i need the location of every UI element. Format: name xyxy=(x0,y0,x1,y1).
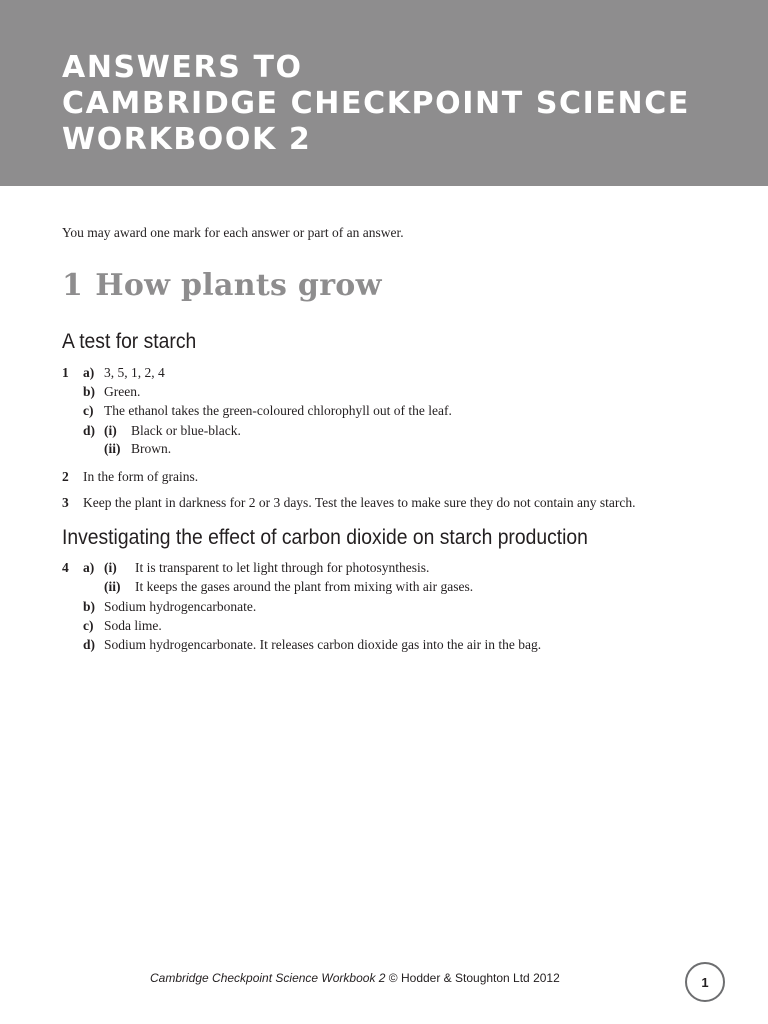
answer-4a xyxy=(83,560,94,576)
title-line: WORKBOOK 2 xyxy=(62,122,312,157)
chapter-number: 1 xyxy=(62,268,84,303)
answer-text: Sodium hydrogencarbonate. It releases carbon dioxide gas into the air in the bag. xyxy=(104,637,542,652)
chapter-heading xyxy=(62,268,382,303)
section-heading: A test for starch xyxy=(62,330,197,353)
question-number: 3 xyxy=(62,495,69,510)
answer-text: Sodium hydrogencarbonate. xyxy=(104,599,257,614)
part-label: b) xyxy=(83,384,96,399)
part-label: b) xyxy=(83,599,96,614)
question-number: 2 xyxy=(62,469,69,484)
subpart-label: (ii) xyxy=(104,579,121,594)
answer-1b xyxy=(83,384,95,400)
header-banner xyxy=(0,0,768,186)
answer-4c xyxy=(83,618,94,634)
part-label: d) xyxy=(83,423,96,438)
question-number: 1 xyxy=(62,365,69,380)
answer-text: The ethanol takes the green-coloured chlorophyll out of the leaf. xyxy=(104,403,452,418)
answer-text: It is transparent to let light through for photosynthesis. xyxy=(135,560,430,575)
answer-text: Green. xyxy=(104,384,141,399)
part-label: a) xyxy=(83,560,95,575)
footer-book-title: Cambridge Checkpoint Science Workbook 2 xyxy=(150,971,386,985)
footer xyxy=(150,971,560,985)
chapter-title: How plants grow xyxy=(95,268,382,303)
intro-text: You may award one mark for each answer or part of an answer. xyxy=(62,225,404,240)
page-number: 1 xyxy=(685,962,725,1002)
answer-1a xyxy=(83,365,94,381)
answer-1d xyxy=(83,423,95,439)
answer-4d xyxy=(83,637,95,653)
part-label: c) xyxy=(83,403,94,418)
answer-text: Soda lime. xyxy=(104,618,162,633)
part-label: a) xyxy=(83,365,95,380)
answer-text: 3, 5, 1, 2, 4 xyxy=(104,365,165,380)
answer-text: Keep the plant in darkness for 2 or 3 days. Test the leaves to make sure they do not contain any starch. xyxy=(83,495,636,510)
subpart-label: (i) xyxy=(104,560,117,575)
section-heading: Investigating the effect of carbon dioxide on starch production xyxy=(62,526,588,549)
question-number: 4 xyxy=(62,560,69,575)
answer-text: In the form of grains. xyxy=(83,469,199,484)
document-title xyxy=(62,50,690,158)
title-line: ANSWERS TO xyxy=(62,50,303,85)
part-label: d) xyxy=(83,637,96,652)
answer-4b xyxy=(83,599,95,615)
part-label: c) xyxy=(83,618,94,633)
title-line: CAMBRIDGE CHECKPOINT SCIENCE xyxy=(62,86,690,121)
answer-text: Brown. xyxy=(131,441,172,456)
answer-text: It keeps the gases around the plant from mixing with air gases. xyxy=(135,579,474,594)
answer-1c xyxy=(83,403,94,419)
subpart-label: (i) xyxy=(104,423,117,438)
subpart-label: (ii) xyxy=(104,441,121,456)
footer-copyright: © Hodder & Stoughton Ltd 2012 xyxy=(388,971,560,985)
answer-text: Black or blue-black. xyxy=(131,423,241,438)
